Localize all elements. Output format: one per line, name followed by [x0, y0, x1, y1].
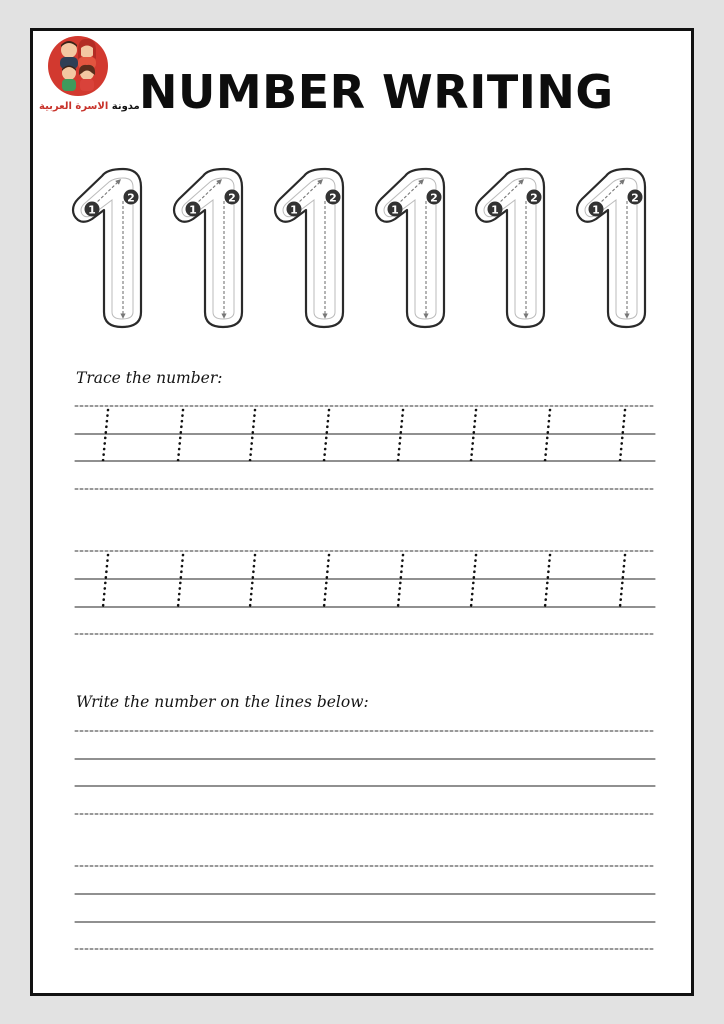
dotted-one — [103, 555, 108, 607]
dotted-one — [545, 410, 550, 461]
write-row-2[interactable] — [75, 866, 655, 949]
trace-row-1 — [75, 406, 655, 489]
dotted-one — [324, 410, 329, 461]
dotted-one — [250, 555, 255, 607]
dotted-one — [178, 410, 183, 461]
dotted-one — [620, 410, 625, 461]
dotted-one — [250, 410, 255, 461]
logo-text-red: الاسرة العربية — [39, 101, 109, 112]
write-instruction: Write the number on the lines below: — [76, 693, 369, 711]
writing-lines — [33, 31, 691, 993]
dotted-one — [471, 555, 476, 607]
dotted-one — [398, 555, 403, 607]
dotted-one — [324, 555, 329, 607]
trace-row-2 — [75, 551, 655, 634]
dotted-one — [620, 555, 625, 607]
traceable-number-models: 1 — [33, 161, 691, 336]
write-row-1[interactable] — [75, 731, 655, 814]
dotted-one — [103, 410, 108, 461]
trace-instruction: Trace the number: — [76, 369, 223, 387]
dotted-one — [398, 410, 403, 461]
logo-text-dark: مدونة — [111, 101, 140, 112]
dotted-one — [545, 555, 550, 607]
dotted-one — [178, 555, 183, 607]
dotted-one — [471, 410, 476, 461]
worksheet-page — [30, 28, 694, 996]
page-title: NUMBER WRITING — [139, 65, 614, 119]
